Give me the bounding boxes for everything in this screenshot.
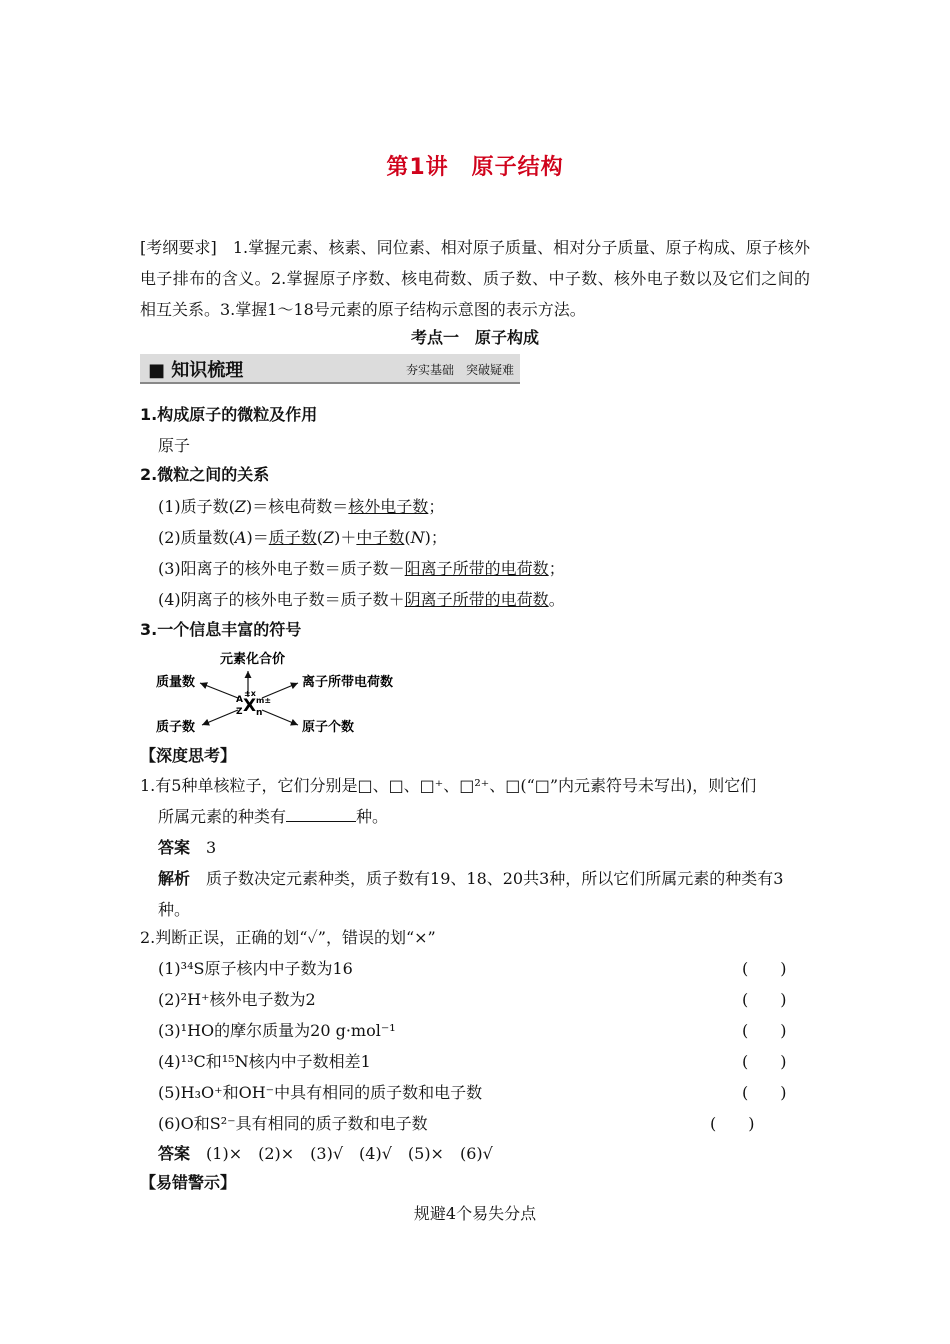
arrow-left-bottom <box>202 710 238 725</box>
label-ion-charge: 离子所带电荷数 <box>302 675 394 690</box>
requirements <box>140 232 810 325</box>
sec2-heading: 2.微粒之间的关系 <box>140 465 270 484</box>
q2-item: (3)¹HO的摩尔质量为20 g·mol⁻¹ <box>158 1021 396 1040</box>
arrow-left-top <box>200 683 238 698</box>
requirements-tag: [考纲要求] <box>140 238 217 257</box>
symbol-count-sub: n <box>256 708 263 718</box>
q2-paren: ( ) <box>742 959 787 978</box>
q2-item: (1)³⁴S原子核内中子数为16 <box>158 959 353 978</box>
page-title: 第1讲 原子结构 <box>386 155 564 180</box>
banner-title: ■ 知识梳理 <box>148 360 244 381</box>
warn-heading: 【易错警示】 <box>140 1173 237 1192</box>
label-mass-number: 质量数 <box>156 675 196 690</box>
symbol-valence-sup: ±x <box>244 689 256 698</box>
q1-line-2: 所属元素的种类有 种。 <box>158 807 389 826</box>
requirements-text: 1.掌握元素、核素、同位素、相对原子质量、相对分子质量、原子构成、原子核外电子排布的含义。2.掌握原子序数、核电荷数、质子数、中子数、核外电子数以及它们之间的相互关系。3.掌握1～18号元素的原子结构示意图的表示方法。 <box>140 238 810 319</box>
knowledge-banner <box>140 354 520 384</box>
warn-sub: 规避4个易失分点 <box>413 1204 537 1223</box>
label-valence: 元素化合价 <box>220 652 286 667</box>
symbol-diagram <box>150 645 410 745</box>
label-proton-number: 质子数 <box>156 720 196 735</box>
q2-item: (6)O和S²⁻具有相同的质子数和电子数 <box>158 1114 428 1133</box>
relation-line-3: (3)阳离子的核外电子数＝质子数－阳离子所带的电荷数； <box>158 559 565 578</box>
section-heading-kaodian: 考点一 原子构成 <box>410 328 539 347</box>
symbol-proton-sub: Z <box>236 707 243 717</box>
q2-paren: ( ) <box>742 1083 787 1102</box>
element-symbol: X <box>243 696 257 716</box>
q1-analysis-2: 种。 <box>158 900 191 919</box>
q1-blank <box>286 807 356 822</box>
q2-paren: ( ) <box>742 1052 787 1071</box>
q2-item: (2)²H⁺核外电子数为2 <box>158 990 316 1009</box>
relation-line-1: (1)质子数(Z)＝核电荷数＝核外电子数； <box>158 497 445 516</box>
q2-answer: 答案 (1)× (2)× (3)√ (4)√ (5)× (6)√ <box>158 1144 493 1163</box>
sec1-sub: 原子 <box>158 436 191 455</box>
q1-line-1: 1.有5种单核粒子，它们分别是□、□、□⁺、□²⁺、□(“□”内元素符号未写出)，则它们 <box>140 776 757 795</box>
arrow-right-bottom <box>262 710 298 725</box>
q2-item: (4)¹³C和¹⁵N核内中子数相差1 <box>158 1052 371 1071</box>
symbol-mass-sup: A <box>236 695 243 705</box>
sec1-heading: 1.构成原子的微粒及作用 <box>140 405 318 424</box>
banner-subtitle: 夯实基础 突破疑难 <box>405 363 514 377</box>
q2-paren: ( ) <box>742 1021 787 1040</box>
relation-line-2: (2)质量数(A)＝质子数(Z)＋中子数(N)； <box>158 528 447 547</box>
q2-item: (5)H₃O⁺和OH⁻中具有相同的质子数和电子数 <box>158 1083 483 1102</box>
q2-paren: ( ) <box>710 1114 755 1133</box>
q1-answer: 答案 3 <box>158 838 217 857</box>
symbol-charge-sup: m± <box>256 696 272 705</box>
label-atom-count: 原子个数 <box>302 720 355 735</box>
sec3-heading: 3.一个信息丰富的符号 <box>140 620 302 639</box>
q2-paren: ( ) <box>742 990 787 1009</box>
q2-heading: 2.判断正误，正确的划“✓”，错误的划“×” <box>140 928 436 947</box>
q1-analysis-1: 解析 质子数决定元素种类，质子数有19、18、20共3种，所以它们所属元素的种类有3 <box>158 869 784 888</box>
deep-heading: 【深度思考】 <box>140 746 237 765</box>
relation-line-4: (4)阴离子的核外电子数＝质子数＋阴离子所带的电荷数。 <box>158 590 565 609</box>
